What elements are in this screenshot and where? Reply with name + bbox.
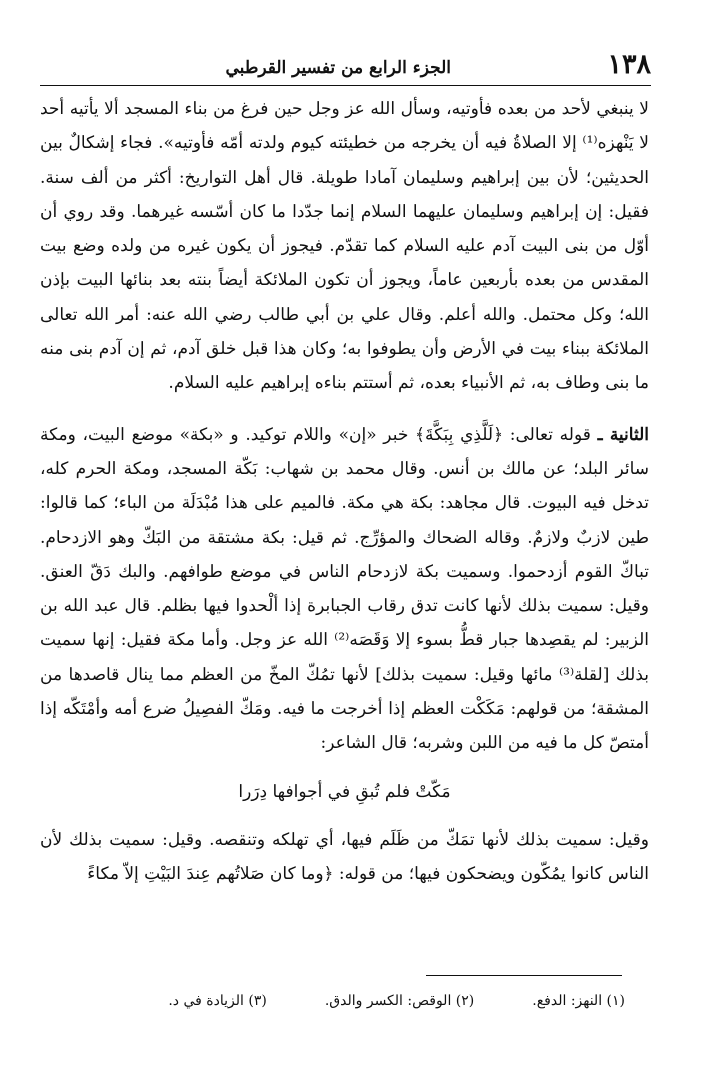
poetry-verse: مَكّتْ فلم تُبقِ في أجوافها دِرَرا xyxy=(238,781,451,802)
header-rule xyxy=(40,85,651,86)
main-text xyxy=(40,92,649,892)
paragraph-1: لا ينبغي لأحد من بعده فأوتيه، وسأل الله عز وجل حين فرغ من بناء المسجد ألا يأتيه أحد لا يَنْهزه⁽¹⁾ إلا الصلاةُ فيه أن يخرجه من خطيئته كيوم ولدته أمّه فأوتيه». فجاء إشكالٌ بين الحديثين؛ لأن بين إبراهيم وسليمان آمادا طويلة. قال أهل التواريخ: أكثر من ألف سنة. فقيل: إن إبراهيم وسليمان عليهما السلام إنما جدّدا ما كان أسّسه غيرهما. وقد روي أن أوّل من بنى البيت آدم عليه السلام كما تقدّم. فيجوز أن يكون غيره من ولده وضع بيت المقدس من بعده بأربعين عاماً، ويجوز أن تكون الملائكة أيضاً بنته بعد بنائها البيت بإذن الله؛ وكل محتمل. والله أعلم. وقال علي بن أبي طالب رضي الله عنه: أمر الله تعالى الملائكة ببناء بيت في الأرض وأن يطوفوا به؛ وكان هذا قبل خلق آدم، ثم إن آدم بنى منه ما بنى وطاف به، ثم الأنبياء بعده، ثم أستتم بناءه إبراهيم عليه السلام. xyxy=(40,99,649,394)
footnote-rule xyxy=(426,975,622,976)
paragraph-2-text: قوله تعالى: ﴿لَلَّذِي بِبَكَّةَ﴾ خبر «إن» واللام توكيد. و «بكة» موضع البيت، ومكة سائر البلد؛ عن مالك بن أنس. وقال محمد بن شهاب: بَكّة المسجد، ومكة الحرم كله، تدخل فيه البيوت. قال مجاهد: بكة هي مكة. فالميم على هذا مُبْدَلَة من الباء؛ كما قالوا: طين لازبٌ ولازمٌ. وقاله الضحاك والمؤرِّج. ثم قيل: بكة مشتقة من البَكّ وهو الازدحام. تباكّ القوم أزدحموا. وسميت بكة لازدحام الناس في موضع طوافهم. والبك دَقّ العنق. وقيل: سميت بذلك لأنها كانت تدق رقاب الجبابرة إذا ألْحدوا فيها بظلم. قال عبد الله بن الزبير: لم يقصِدها جبار قطُّ بسوء إلا وَقَصَه⁽²⁾ الله عز وجل. وأما مكة فقيل: إنها سميت بذلك [لقلة⁽³⁾ مائها وقيل: سميت بذلك] لأنها تمُكّ المخّ من العظم مما ينال قاصدها من المشقة؛ من قولهم: مَكَكْت العظم إذا أخرجت ما فيه. ومَكّ الفصِيلُ ضرع أمه وأمْتَكّه إذا أمتصّ كل ما فيه من اللبن وشربه؛ قال الشاعر: xyxy=(40,424,649,754)
footnote-1: (١) النهز: الدفع. xyxy=(532,993,625,1009)
page-header xyxy=(40,50,651,86)
paragraph-2 xyxy=(40,418,649,761)
running-title: الجزء الرابع من تفسير القرطبي xyxy=(225,58,451,78)
section-lead: الثانية ـ xyxy=(597,424,650,445)
page-number: ١٣٨ xyxy=(607,49,651,80)
paragraph-3: وقيل: سميت بذلك لأنها تمَكّ من ظَلَم فيها، أي تهلكه وتنقصه. وقيل: سميت بذلك لأن الناس كانوا يمُكّون ويضحكون فيها؛ من قوله: ﴿وما كان صَلاتُهم عِندَ البَيْتِ إلاّ مكاءً xyxy=(40,829,649,885)
footnote-3: (٣) الزيادة في د. xyxy=(168,993,267,1009)
footnote-2: (٢) الوقص: الكسر والدق. xyxy=(324,993,475,1009)
footnotes xyxy=(60,990,625,1012)
